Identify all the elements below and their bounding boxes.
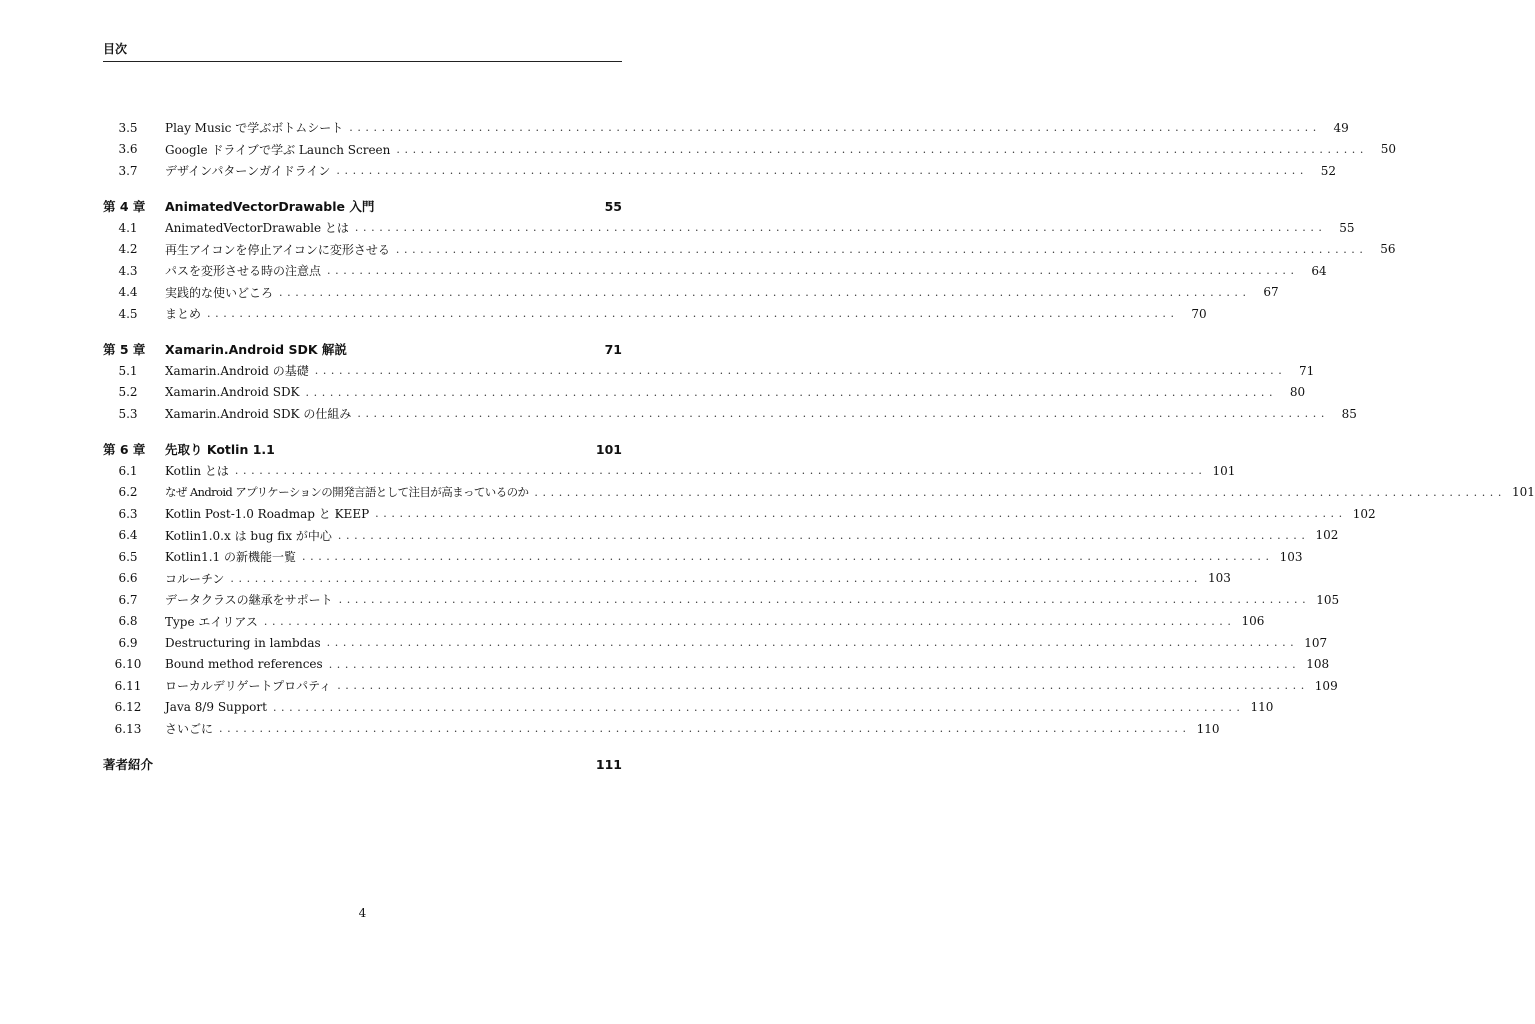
section-page: 103 [1208,571,1231,586]
section-title: Kotlin1.0.x は bug fix が中心 [165,528,332,543]
section-page: 110 [1196,721,1220,736]
chapter-number: 第 5 章 [103,342,146,358]
chapter-title: 先取り Kotlin 1.1 [165,442,275,458]
toc-section-row[interactable] [103,117,1349,139]
section-page: 103 [1279,549,1303,564]
section-page: 71 [1299,363,1315,378]
section-title: Xamarin.Android SDK [165,385,300,400]
dot-leader: ........................................................................................................................ [338,593,1311,607]
header-rule [103,61,622,62]
section-title: 実践的な使いどころ [165,285,274,300]
toc-section-row[interactable] [103,611,1265,633]
section-number: 6.3 [118,506,138,521]
section-page: 49 [1333,120,1349,135]
section-number: 4.5 [118,306,138,321]
dot-leader: ........................................................................................................................ [219,722,1191,736]
section-page: 56 [1380,242,1396,257]
dot-leader: ........................................................................................................................ [263,614,1236,628]
toc-chapter-4[interactable] [103,196,622,218]
section-page: 102 [1352,506,1376,521]
section-number: 6.7 [118,592,138,607]
section-number: 6.6 [118,571,138,586]
chapter-page: 101 [595,441,622,457]
toc-section-row[interactable] [103,382,1306,404]
section-title: まとめ [165,307,202,322]
about-authors-page: 111 [595,756,622,772]
toc-section-row[interactable] [103,568,1231,590]
toc-section-row[interactable] [103,675,1338,697]
section-page: 50 [1380,142,1396,157]
section-number: 6.2 [118,485,138,500]
toc-section-row[interactable] [103,718,1220,740]
section-title: Kotlin Post-1.0 Roadmap と KEEP [165,507,370,522]
dot-leader: ........................................................................................................................ [395,242,1368,256]
section-number: 4.4 [118,285,138,300]
toc-section-row[interactable] [103,282,1279,304]
dot-leader: ........................................................................................................................ [305,385,1278,399]
section-title: データクラスの継承をサポート [165,593,333,608]
chapter-title: AnimatedVectorDrawable 入門 [165,199,375,215]
section-title: コルーチン [165,571,225,586]
section-title: 再生アイコンを停止アイコンに変形させる [165,242,390,257]
section-number: 4.1 [118,220,138,235]
section-number: 4.3 [118,263,138,278]
dot-leader: ........................................................................................................................ [337,679,1309,693]
section-number: 6.8 [118,614,138,629]
section-title: Java 8/9 Support [165,700,267,715]
page-number: 4 [358,906,367,920]
toc-section-row[interactable] [103,589,1340,611]
section-number: 6.9 [118,635,138,650]
section-number: 5.1 [118,363,138,378]
toc-section-row[interactable] [103,632,1328,654]
dot-leader: ........................................................................................................................ [354,221,1327,235]
toc-section-row[interactable] [103,217,1355,239]
dot-leader: ........................................................................................................................ [337,528,1310,542]
dot-leader: ........................................................................................................................ [396,142,1368,156]
toc-chapter-5[interactable] [103,339,622,361]
section-title: Play Music で学ぶボトムシート [165,121,344,136]
section-page: 80 [1289,385,1306,400]
chapter-page: 55 [604,198,622,214]
section-page: 110 [1250,700,1274,715]
section-title: Xamarin.Android の基礎 [165,364,309,379]
section-number: 3.7 [118,163,138,178]
toc-section-row[interactable] [103,260,1327,282]
section-title: Destructuring in lambdas [165,635,321,650]
toc-section-row[interactable] [103,303,1207,325]
section-page: 64 [1311,263,1327,278]
section-title: さいごに [165,722,214,737]
toc-section-row[interactable] [103,525,1339,547]
dot-leader: ........................................................................................................................ [328,657,1301,671]
section-page: 55 [1339,220,1355,235]
section-page: 85 [1341,406,1357,421]
section-page: 101 [1512,485,1535,500]
section-number: 6.4 [118,528,138,543]
section-number: 3.5 [118,120,138,135]
toc-section-row[interactable] [103,697,1274,719]
section-title: AnimatedVectorDrawable とは [165,221,349,236]
section-title: Google ドライブで学ぶ Launch Screen [165,142,391,157]
toc-section-row[interactable] [103,503,1376,525]
toc-chapter-6[interactable] [103,439,622,461]
section-number: 4.2 [118,242,138,257]
section-title: Xamarin.Android SDK の仕組み [165,407,352,422]
section-number: 5.2 [118,385,138,400]
dot-leader: ........................................................................................................................ [357,407,1329,421]
section-page: 67 [1263,285,1279,300]
section-number: 6.1 [118,463,138,478]
dot-leader: ........................................................................................................................ [230,571,1202,585]
section-title: Kotlin とは [165,464,229,479]
section-number: 5.3 [118,406,138,421]
dot-leader: ........................................................................................................................ [279,285,1251,299]
toc-section-row[interactable] [103,482,1535,504]
toc-section-row[interactable] [103,546,1303,568]
toc-section-row[interactable] [103,460,1236,482]
section-number: 6.13 [114,721,142,736]
dot-leader: ........................................................................................................................ [375,507,1347,521]
section-page: 105 [1316,592,1340,607]
table-of-contents [103,117,1535,775]
section-page: 106 [1241,614,1265,629]
section-title: Type エイリアス [165,614,258,629]
section-title: Kotlin1.1 の新機能一覧 [165,550,296,565]
section-number: 3.6 [118,142,138,157]
section-page: 102 [1315,528,1339,543]
dot-leader: ........................................................................................................................ [302,550,1274,564]
section-page: 70 [1191,306,1207,321]
toc-about-authors[interactable] [103,754,622,776]
dot-leader: ........................................................................................................................ [336,164,1308,178]
section-number: 6.10 [114,657,142,672]
toc-section-row[interactable] [103,160,1336,182]
section-page: 109 [1314,678,1338,693]
section-title: デザインパターンガイドライン [165,164,331,179]
dot-leader: ........................................................................................................................ [327,264,1299,278]
section-page: 101 [1212,463,1236,478]
toc-section-row[interactable] [103,139,1396,161]
dot-leader: ........................................................................................................................ [534,485,1506,499]
dot-leader: ........................................................................................................................ [272,700,1245,714]
dot-leader: ........................................................................................................................ [207,307,1179,321]
section-page: 107 [1304,635,1328,650]
toc-section-row[interactable] [103,360,1315,382]
toc-section-row[interactable] [103,403,1357,425]
toc-section-row[interactable] [103,239,1396,261]
toc-section-row[interactable] [103,654,1330,676]
section-page: 108 [1306,657,1330,672]
section-page: 52 [1320,163,1336,178]
chapter-number: 第 6 章 [103,442,146,458]
section-title: Bound method references [165,657,323,672]
section-title: なぜ Android アプリケーションの開発言語として注目が高まっているのか [165,485,529,500]
about-authors-title: 著者紹介 [103,757,154,773]
section-number: 6.12 [114,700,142,715]
dot-leader: ........................................................................................................................ [326,636,1299,650]
dot-leader: ........................................................................................................................ [234,464,1207,478]
section-number: 6.5 [118,549,138,564]
dot-leader: ........................................................................................................................ [314,364,1287,378]
section-title: ローカルデリゲートプロパティ [165,679,332,694]
chapter-page: 71 [604,341,622,357]
chapter-number: 第 4 章 [103,199,146,215]
chapter-title: Xamarin.Android SDK 解説 [165,342,347,358]
section-number: 6.11 [114,678,142,693]
running-title: 目次 [103,42,128,56]
dot-leader: ........................................................................................................................ [349,121,1321,135]
section-title: パスを変形させる時の注意点 [165,264,322,279]
